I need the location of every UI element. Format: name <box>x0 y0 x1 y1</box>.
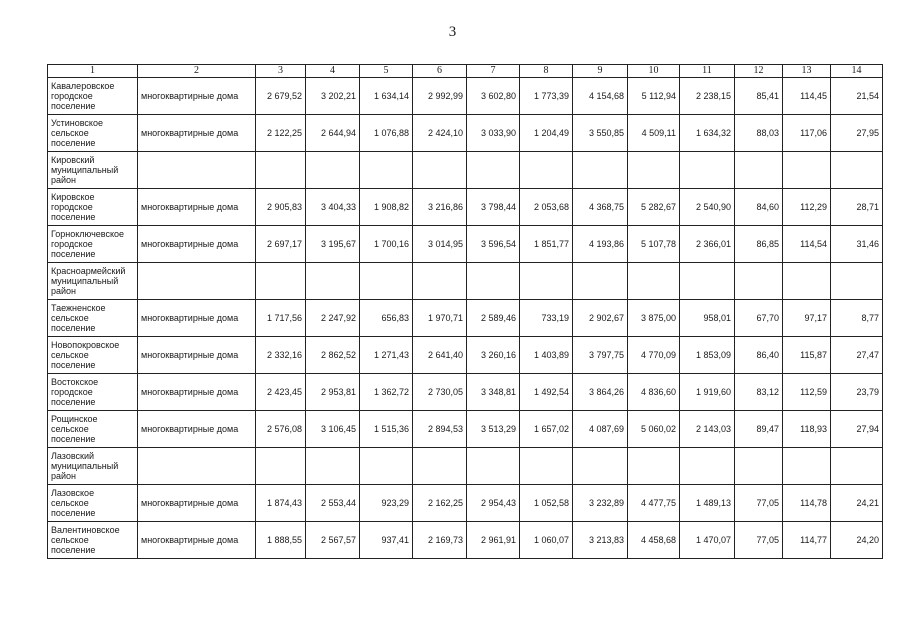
table-row <box>48 263 883 300</box>
value-cell: 2 143,03 <box>680 411 735 448</box>
value-cell: 88,03 <box>735 115 783 152</box>
value-cell: 2 992,99 <box>413 78 467 115</box>
value-cell: 4 193,86 <box>573 226 628 263</box>
value-cell: 923,29 <box>360 485 413 522</box>
value-cell: 112,29 <box>783 189 831 226</box>
value-cell: 3 348,81 <box>467 374 520 411</box>
value-cell: 2 576,08 <box>256 411 306 448</box>
value-cell <box>360 448 413 485</box>
value-cell: 4 087,69 <box>573 411 628 448</box>
column-number-row <box>48 65 883 78</box>
value-cell: 77,05 <box>735 522 783 559</box>
value-cell: 958,01 <box>680 300 735 337</box>
settlement-name-cell: Устиновское сельское поселение <box>48 115 138 152</box>
value-cell: 1 052,58 <box>520 485 573 522</box>
settlement-name-cell: Красноармейский муниципальный район <box>48 263 138 300</box>
value-cell: 3 596,54 <box>467 226 520 263</box>
settlement-name-cell: Кировское городское поселение <box>48 189 138 226</box>
value-cell: 8,77 <box>831 300 883 337</box>
value-cell: 2 553,44 <box>306 485 360 522</box>
column-header: 5 <box>360 65 413 78</box>
housing-type-cell: многоквартирные дома <box>138 115 256 152</box>
settlement-name-cell: Востокское городское поселение <box>48 374 138 411</box>
value-cell <box>256 263 306 300</box>
column-header: 2 <box>138 65 256 78</box>
table-row <box>48 522 883 559</box>
value-cell: 114,77 <box>783 522 831 559</box>
value-cell: 1 271,43 <box>360 337 413 374</box>
value-cell <box>680 263 735 300</box>
value-cell: 1 919,60 <box>680 374 735 411</box>
value-cell: 114,45 <box>783 78 831 115</box>
value-cell <box>413 263 467 300</box>
housing-type-cell <box>138 152 256 189</box>
column-header: 9 <box>573 65 628 78</box>
table-row <box>48 411 883 448</box>
value-cell <box>306 263 360 300</box>
value-cell: 117,06 <box>783 115 831 152</box>
settlement-name-cell: Кавалеровское городское поселение <box>48 78 138 115</box>
value-cell: 2 961,91 <box>467 522 520 559</box>
housing-type-cell: многоквартирные дома <box>138 226 256 263</box>
value-cell: 4 368,75 <box>573 189 628 226</box>
value-cell: 2 122,25 <box>256 115 306 152</box>
value-cell <box>360 152 413 189</box>
value-cell <box>413 448 467 485</box>
settlement-name-cell: Горноключевское городское поселение <box>48 226 138 263</box>
value-cell <box>783 152 831 189</box>
value-cell: 1 204,49 <box>520 115 573 152</box>
value-cell: 2 953,81 <box>306 374 360 411</box>
value-cell: 3 864,26 <box>573 374 628 411</box>
column-header: 6 <box>413 65 467 78</box>
value-cell: 2 332,16 <box>256 337 306 374</box>
value-cell <box>628 263 680 300</box>
value-cell <box>573 263 628 300</box>
value-cell: 5 112,94 <box>628 78 680 115</box>
value-cell: 1 492,54 <box>520 374 573 411</box>
value-cell: 4 154,68 <box>573 78 628 115</box>
value-cell: 4 770,09 <box>628 337 680 374</box>
value-cell: 656,83 <box>360 300 413 337</box>
value-cell <box>520 152 573 189</box>
settlement-name-cell: Новопокровское сельское поселение <box>48 337 138 374</box>
value-cell <box>467 152 520 189</box>
value-cell: 2 247,92 <box>306 300 360 337</box>
table-row <box>48 189 883 226</box>
value-cell: 1 403,89 <box>520 337 573 374</box>
value-cell: 2 162,25 <box>413 485 467 522</box>
value-cell: 5 060,02 <box>628 411 680 448</box>
value-cell: 2 905,83 <box>256 189 306 226</box>
table-body <box>48 65 883 559</box>
value-cell: 1 700,16 <box>360 226 413 263</box>
value-cell: 3 033,90 <box>467 115 520 152</box>
column-header: 4 <box>306 65 360 78</box>
value-cell: 118,93 <box>783 411 831 448</box>
table-row <box>48 485 883 522</box>
value-cell: 4 509,11 <box>628 115 680 152</box>
column-header: 12 <box>735 65 783 78</box>
value-cell: 4 477,75 <box>628 485 680 522</box>
housing-type-cell <box>138 448 256 485</box>
value-cell: 89,47 <box>735 411 783 448</box>
value-cell: 2 540,90 <box>680 189 735 226</box>
value-cell: 115,87 <box>783 337 831 374</box>
value-cell: 2 169,73 <box>413 522 467 559</box>
value-cell: 1 634,14 <box>360 78 413 115</box>
value-cell: 3 797,75 <box>573 337 628 374</box>
value-cell: 86,85 <box>735 226 783 263</box>
housing-type-cell <box>138 263 256 300</box>
value-cell: 1 970,71 <box>413 300 467 337</box>
value-cell <box>467 448 520 485</box>
value-cell: 1 515,36 <box>360 411 413 448</box>
column-header: 1 <box>48 65 138 78</box>
value-cell <box>735 448 783 485</box>
value-cell <box>256 152 306 189</box>
value-cell <box>680 152 735 189</box>
value-cell: 5 282,67 <box>628 189 680 226</box>
table-row <box>48 152 883 189</box>
value-cell: 3 202,21 <box>306 78 360 115</box>
settlement-name-cell: Валентиновское сельское поселение <box>48 522 138 559</box>
value-cell: 114,78 <box>783 485 831 522</box>
value-cell: 4 836,60 <box>628 374 680 411</box>
value-cell: 2 954,43 <box>467 485 520 522</box>
value-cell: 24,21 <box>831 485 883 522</box>
value-cell <box>573 448 628 485</box>
value-cell: 1 489,13 <box>680 485 735 522</box>
value-cell: 1 851,77 <box>520 226 573 263</box>
housing-type-cell: многоквартирные дома <box>138 189 256 226</box>
value-cell <box>256 448 306 485</box>
value-cell: 112,59 <box>783 374 831 411</box>
value-cell: 3 550,85 <box>573 115 628 152</box>
value-cell: 1 908,82 <box>360 189 413 226</box>
value-cell: 2 589,46 <box>467 300 520 337</box>
settlement-name-cell: Таежненское сельское поселение <box>48 300 138 337</box>
value-cell: 1 773,39 <box>520 78 573 115</box>
value-cell <box>413 152 467 189</box>
value-cell <box>628 152 680 189</box>
value-cell <box>628 448 680 485</box>
value-cell: 27,95 <box>831 115 883 152</box>
column-header: 10 <box>628 65 680 78</box>
value-cell: 1 657,02 <box>520 411 573 448</box>
value-cell: 85,41 <box>735 78 783 115</box>
value-cell: 3 195,67 <box>306 226 360 263</box>
value-cell: 3 014,95 <box>413 226 467 263</box>
column-header: 11 <box>680 65 735 78</box>
value-cell: 2 423,45 <box>256 374 306 411</box>
value-cell <box>735 263 783 300</box>
value-cell: 2 641,40 <box>413 337 467 374</box>
table-row <box>48 300 883 337</box>
value-cell: 24,20 <box>831 522 883 559</box>
housing-type-cell: многоквартирные дома <box>138 485 256 522</box>
value-cell: 1 717,56 <box>256 300 306 337</box>
value-cell: 2 053,68 <box>520 189 573 226</box>
value-cell: 3 798,44 <box>467 189 520 226</box>
settlement-name-cell: Лазовское сельское поселение <box>48 485 138 522</box>
housing-type-cell: многоквартирные дома <box>138 411 256 448</box>
value-cell <box>467 263 520 300</box>
housing-type-cell: многоквартирные дома <box>138 337 256 374</box>
value-cell: 1 874,43 <box>256 485 306 522</box>
value-cell: 2 366,01 <box>680 226 735 263</box>
column-header: 3 <box>256 65 306 78</box>
value-cell: 3 513,29 <box>467 411 520 448</box>
value-cell: 97,17 <box>783 300 831 337</box>
housing-type-cell: многоквартирные дома <box>138 522 256 559</box>
settlement-name-cell: Лазовский муниципальный район <box>48 448 138 485</box>
value-cell: 937,41 <box>360 522 413 559</box>
value-cell: 2 679,52 <box>256 78 306 115</box>
value-cell: 733,19 <box>520 300 573 337</box>
value-cell: 3 216,86 <box>413 189 467 226</box>
table-row <box>48 337 883 374</box>
value-cell: 83,12 <box>735 374 783 411</box>
housing-type-cell: многоквартирные дома <box>138 78 256 115</box>
value-cell: 3 106,45 <box>306 411 360 448</box>
value-cell: 67,70 <box>735 300 783 337</box>
column-header: 14 <box>831 65 883 78</box>
value-cell <box>735 152 783 189</box>
value-cell <box>573 152 628 189</box>
settlement-name-cell: Рощинское сельское поселение <box>48 411 138 448</box>
column-header: 8 <box>520 65 573 78</box>
value-cell: 84,60 <box>735 189 783 226</box>
value-cell: 1 634,32 <box>680 115 735 152</box>
table-row <box>48 374 883 411</box>
settlement-name-cell: Кировский муниципальный район <box>48 152 138 189</box>
value-cell: 3 232,89 <box>573 485 628 522</box>
value-cell <box>680 448 735 485</box>
value-cell <box>306 448 360 485</box>
value-cell: 3 260,16 <box>467 337 520 374</box>
value-cell: 27,47 <box>831 337 883 374</box>
value-cell: 1 076,88 <box>360 115 413 152</box>
value-cell: 2 567,57 <box>306 522 360 559</box>
value-cell: 3 875,00 <box>628 300 680 337</box>
value-cell <box>520 263 573 300</box>
value-cell <box>783 448 831 485</box>
value-cell: 28,71 <box>831 189 883 226</box>
table-row <box>48 226 883 263</box>
value-cell: 2 730,05 <box>413 374 467 411</box>
value-cell: 3 602,80 <box>467 78 520 115</box>
value-cell <box>783 263 831 300</box>
column-header: 13 <box>783 65 831 78</box>
housing-type-cell: многоквартирные дома <box>138 300 256 337</box>
value-cell: 3 404,33 <box>306 189 360 226</box>
value-cell: 3 213,83 <box>573 522 628 559</box>
value-cell: 1 853,09 <box>680 337 735 374</box>
value-cell: 2 862,52 <box>306 337 360 374</box>
value-cell: 23,79 <box>831 374 883 411</box>
column-header: 7 <box>467 65 520 78</box>
value-cell: 77,05 <box>735 485 783 522</box>
page-number: 3 <box>448 24 457 40</box>
value-cell: 1 470,07 <box>680 522 735 559</box>
value-cell: 2 644,94 <box>306 115 360 152</box>
value-cell: 1 362,72 <box>360 374 413 411</box>
value-cell: 2 894,53 <box>413 411 467 448</box>
value-cell: 31,46 <box>831 226 883 263</box>
value-cell: 1 060,07 <box>520 522 573 559</box>
value-cell: 2 424,10 <box>413 115 467 152</box>
table-row <box>48 78 883 115</box>
value-cell: 114,54 <box>783 226 831 263</box>
tariff-table <box>47 64 883 559</box>
value-cell: 1 888,55 <box>256 522 306 559</box>
value-cell: 2 902,67 <box>573 300 628 337</box>
value-cell: 2 238,15 <box>680 78 735 115</box>
value-cell <box>831 263 883 300</box>
table-row <box>48 115 883 152</box>
table-row <box>48 448 883 485</box>
value-cell: 27,94 <box>831 411 883 448</box>
value-cell: 5 107,78 <box>628 226 680 263</box>
value-cell: 86,40 <box>735 337 783 374</box>
value-cell: 4 458,68 <box>628 522 680 559</box>
value-cell <box>360 263 413 300</box>
value-cell <box>306 152 360 189</box>
value-cell <box>520 448 573 485</box>
value-cell <box>831 448 883 485</box>
housing-type-cell: многоквартирные дома <box>138 374 256 411</box>
value-cell: 2 697,17 <box>256 226 306 263</box>
value-cell <box>831 152 883 189</box>
value-cell: 21,54 <box>831 78 883 115</box>
